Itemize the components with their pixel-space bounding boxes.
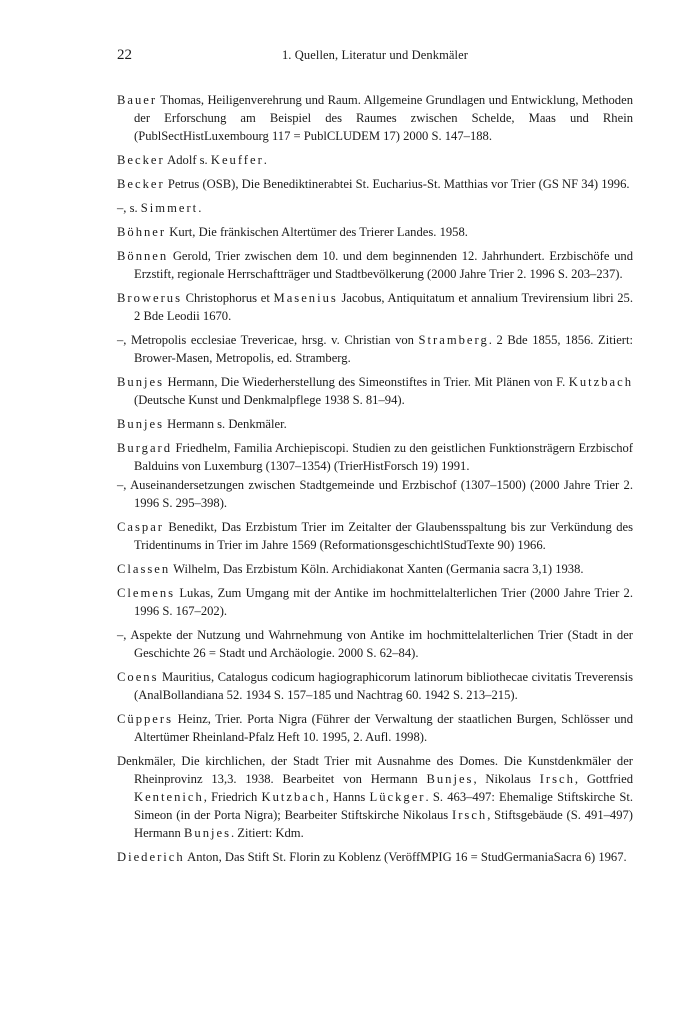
entry-text: Mauritius, Catalogus codicum hagiographicorum latinorum bibliothecae civitatis Treverensis (AnalBollandiana 52. 1934 S. 157–185 und Nachtrag 60. 1942 S. 213–215). [134, 670, 633, 702]
author-name: Bauer [117, 93, 158, 107]
entry-text: Jacobus, Antiquitatum et annalium Trevirensium libri 25. 2 Bde Leodii 1670. [134, 291, 633, 323]
page-number: 22 [117, 47, 132, 63]
entry-text: Kurt, Die fränkischen Altertümer des Trierer Landes. 1958. [166, 225, 468, 239]
entry-text: . S. 463–497: Ehemalige Stiftskirche St. Simeon (in der Porta Nigra); Bearbeiter Stiftskirche Nikolaus [134, 790, 634, 822]
bibliography-entry [117, 668, 633, 704]
entry-text: Anton, Das Stift St. Florin zu Koblenz (VeröffMPIG 16 = StudGermaniaSacra 6) 1967. [184, 850, 627, 864]
entry-text: , Hanns [325, 790, 370, 804]
entry-text: . [198, 201, 202, 215]
entry-text: Lukas, Zum Umgang mit der Antike im hochmittelalterlichen Trier (2000 Jahre Trier 2. 1996 S. 167–202). [134, 586, 633, 618]
author-name: Lückger [369, 790, 426, 804]
bibliography-entry [117, 710, 633, 746]
author-name: Cüppers [117, 712, 173, 726]
entry-text: . [263, 153, 267, 167]
author-name: Classen [117, 562, 171, 576]
entry-text: –, s. [117, 201, 141, 215]
entry-text: Gerold, Trier zwischen dem 10. und dem beginnenden 12. Jahrhundert. Erzbischöfe und Erzstift, regionale Herrschaftträger und Stadtbevölkerung (2000 Jahre Trier 2. 1996 S. 203–237). [134, 249, 633, 281]
author-name: Bunjes [117, 375, 164, 389]
author-name: Coens [117, 670, 159, 684]
author-name: Diederich [117, 850, 185, 864]
bibliography-entry [117, 626, 633, 662]
entry-text: Wilhelm, Das Erzbistum Köln. Archidiakonat Xanten (Germania sacra 3,1) 1938. [170, 562, 584, 576]
entry-text: (Deutsche Kunst und Denkmalpflege 1938 S. 81–94). [134, 393, 405, 407]
entry-text: , Stiftsgebäude (S. 491–497) Hermann [134, 808, 633, 840]
bibliography-entry [117, 415, 633, 433]
entry-text: . 2 Bde 1855, 1856. Zitiert: Brower-Masen, Metropolis, ed. Stramberg. [134, 333, 633, 365]
entry-text: Petrus (OSB), Die Benediktinerabtei St. Eucharius-St. Matthias vor Trier (GS NF 34) 1996. [164, 177, 630, 191]
entry-text: Friedhelm, Familia Archiepiscopi. Studien zu den geistlichen Funktionsträgern Erzbischof Balduins von Luxemburg (1307–1354) (TrierHistForsch 19) 1991. [134, 441, 633, 473]
bibliography-entry [117, 518, 633, 554]
entry-text: , Friedrich [203, 790, 262, 804]
author-name: Irsch [539, 772, 575, 786]
author-name: Becker [117, 153, 165, 167]
author-name: Bunjes [117, 417, 164, 431]
author-name: Bönnen [117, 249, 169, 263]
running-head: 1. Quellen, Literatur und Denkmäler [281, 48, 469, 62]
author-name: Kutzbach [261, 790, 326, 804]
entry-text: –, Metropolis ecclesiae Trevericae, hrsg. v. Christian von [117, 333, 419, 347]
entry-text: Heinz, Trier. Porta Nigra (Führer der Verwaltung der staatlichen Burgen, Schlösser und Altertümer Rheinland-Pfalz Heft 10. 1995, 2. Aufl. 1998). [134, 712, 633, 744]
author-name: Irsch [452, 808, 488, 822]
author-name: Keuffer [210, 153, 264, 167]
entry-text: Hermann s. Denkmäler. [163, 417, 287, 431]
entry-text: Thomas, Heiligenverehrung und Raum. Allgemeine Grundlagen und Entwicklung, Methoden der Erforschung am Beispiel des Raumes zwischen Schelde, Maas und Rhein (PublSectHistLuxembourg 117 = PublCLUDEM 17) 2000 S. 147–188. [134, 93, 633, 143]
page-header [117, 47, 633, 69]
entry-text: Denkmäler, Die kirchlichen, der Stadt Trier mit Ausnahme des Domes. Die Kunstdenkmäler der Rheinprovinz 13,3. 1938. Bearbeitet von Hermann [117, 754, 633, 786]
author-name: Masenius [273, 291, 338, 305]
bibliography-entry [117, 151, 633, 169]
entry-text: –, Auseinandersetzungen zwischen Stadtgemeinde und Erzbischof (1307–1500) (2000 Jahre Trier 2. 1996 S. 295–398). [117, 478, 633, 510]
author-name: Kentenich [134, 790, 204, 804]
entry-text: Hermann, Die Wiederherstellung des Simeonstiftes in Trier. Mit Plänen von F. [163, 375, 569, 389]
bibliography-entry [117, 752, 633, 842]
author-name: Simmert [140, 201, 199, 215]
entry-text: –, Aspekte der Nutzung und Wahrnehmung von Antike im hochmittelalterlichen Trier (Stadt in der Geschichte 26 = Stadt und Archäologie. 2000 S. 62–84). [117, 628, 633, 660]
bibliography-entry [117, 91, 633, 145]
author-name: Becker [117, 177, 165, 191]
bibliography-list [117, 91, 633, 872]
entry-text: Christophorus et [181, 291, 274, 305]
bibliography-entry [117, 476, 633, 512]
bibliography-entry [117, 373, 633, 409]
author-name: Browerus [117, 291, 182, 305]
author-name: Burgard [117, 441, 173, 455]
author-name: Bunjes [184, 826, 231, 840]
bibliography-entry [117, 289, 633, 325]
entry-text: Adolf s. [164, 153, 211, 167]
author-name: Stramberg [418, 333, 489, 347]
author-name: Caspar [117, 520, 164, 534]
entry-text: . Zitiert: Kdm. [231, 826, 304, 840]
bibliography-entry [117, 223, 633, 241]
entry-text: Benedikt, Das Erzbistum Trier im Zeitalter der Glaubensspaltung bis zur Verkündung des Tridentinums in Trier im Jahre 1569 (ReformationsgeschichtlStudTexte 90) 1966. [134, 520, 633, 552]
bibliography-entry [117, 560, 633, 578]
author-name: Böhner [117, 225, 167, 239]
bibliography-entry [117, 848, 633, 866]
author-name: Kutzbach [568, 375, 633, 389]
bibliography-entry [117, 175, 633, 193]
author-name: Bunjes [426, 772, 474, 786]
author-name: Clemens [117, 586, 176, 600]
entry-text: , Nikolaus [473, 772, 540, 786]
bibliography-entry [117, 247, 633, 283]
entry-text: , Gottfried [574, 772, 633, 786]
bibliography-entry [117, 331, 633, 367]
bibliography-entry [117, 584, 633, 620]
bibliography-entry [117, 199, 633, 217]
bibliography-entry [117, 439, 633, 475]
